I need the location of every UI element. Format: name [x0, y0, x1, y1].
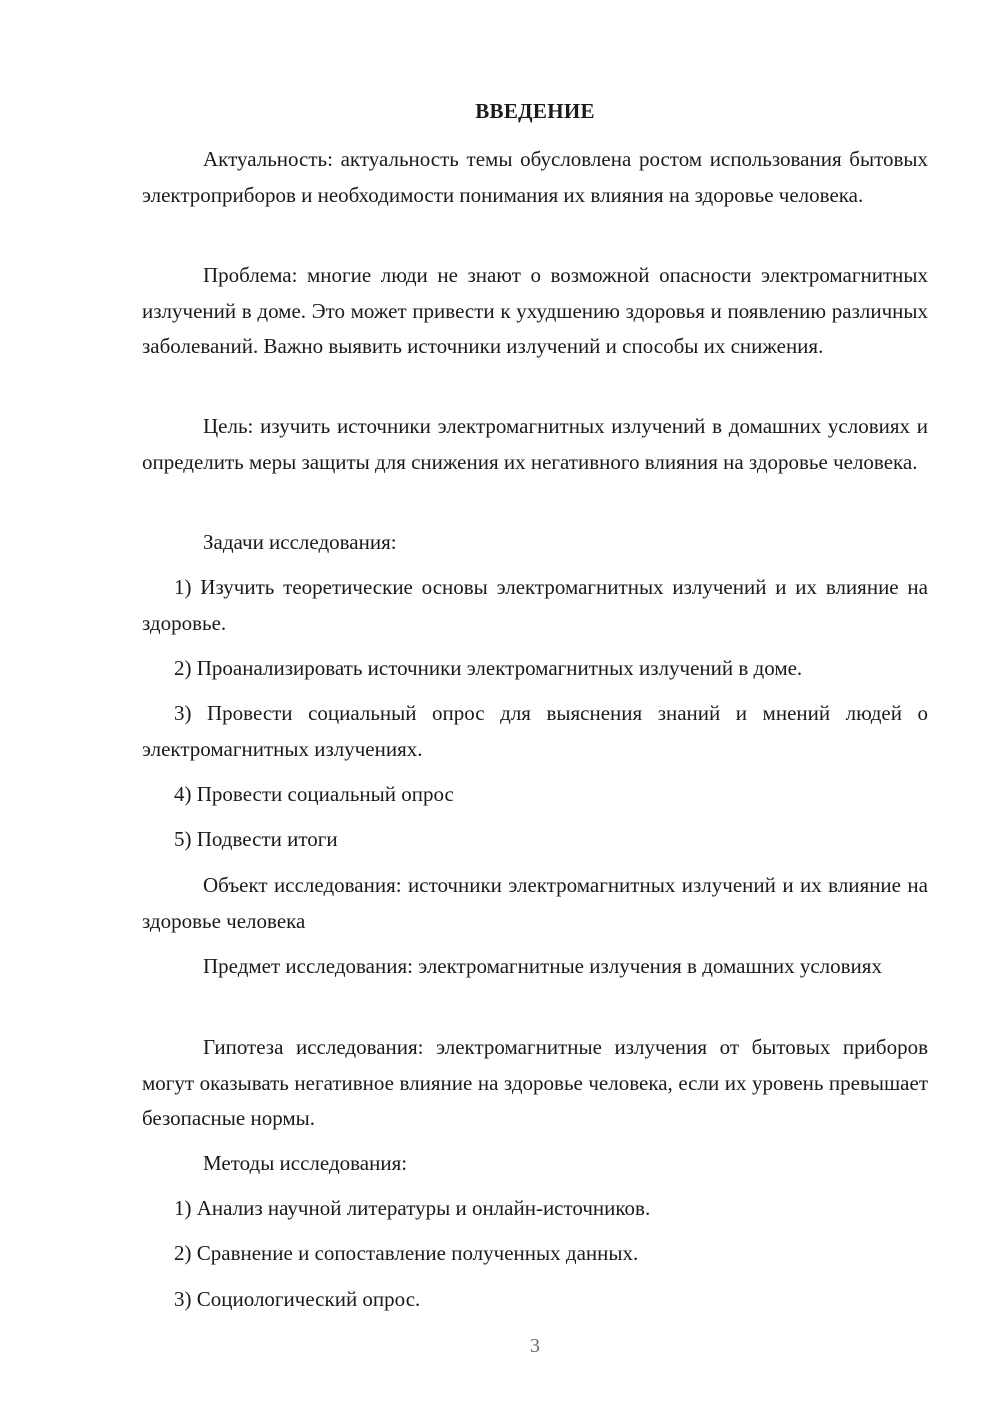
paragraph-relevance: Актуальность: актуальность темы обусловлена ростом использования бытовых электроприборов и необходимости понимания их влияния на здоровье человека.: [142, 147, 928, 207]
paragraph-problem: Проблема: многие люди не знают о возможной опасности электромагнитных излучений в доме. Это может привести к ухудшению здоровья и появлению различных заболеваний. Важно выявить источники излучений и способы их снижения.: [142, 263, 928, 358]
list-item-task-4: 4) Провести социальный опрос: [174, 782, 454, 806]
list-item-task-1: 1) Изучить теоретические основы электромагнитных излучений и их влияние на здоровье.: [142, 575, 928, 635]
paragraph-subject: Предмет исследования: электромагнитные излучения в домашних условиях: [203, 954, 882, 978]
paragraph-tasks-heading: Задачи исследования:: [203, 530, 397, 554]
document-page: [142, 0, 928, 1414]
section-heading: ВВЕДЕНИЕ: [475, 99, 595, 123]
paragraph-hypothesis: Гипотеза исследования: электромагнитные излучения от бытовых приборов могут оказывать негативное влияние на здоровье человека, если их уровень превышает безопасные нормы.: [142, 1035, 928, 1130]
paragraph-methods-heading: Методы исследования:: [203, 1151, 408, 1175]
list-item-task-3: 3) Провести социальный опрос для выяснения знаний и мнений людей о электромагнитных излучениях.: [142, 701, 928, 761]
paragraph-goal: Цель: изучить источники электромагнитных излучений в домашних условиях и определить меры защиты для снижения их негативного влияния на здоровье человека.: [142, 414, 928, 474]
paragraph-object: Объект исследования: источники электромагнитных излучений и их влияние на здоровье человека: [142, 873, 928, 933]
list-item-method-3: 3) Социологический опрос.: [174, 1287, 421, 1311]
page-number: 3: [530, 1335, 540, 1357]
list-item-method-1: 1) Анализ научной литературы и онлайн-источников.: [174, 1196, 651, 1220]
list-item-method-2: 2) Сравнение и сопоставление полученных данных.: [174, 1241, 639, 1265]
list-item-task-5: 5) Подвести итоги: [174, 827, 338, 851]
list-item-task-2: 2) Проанализировать источники электромагнитных излучений в доме.: [174, 656, 803, 680]
